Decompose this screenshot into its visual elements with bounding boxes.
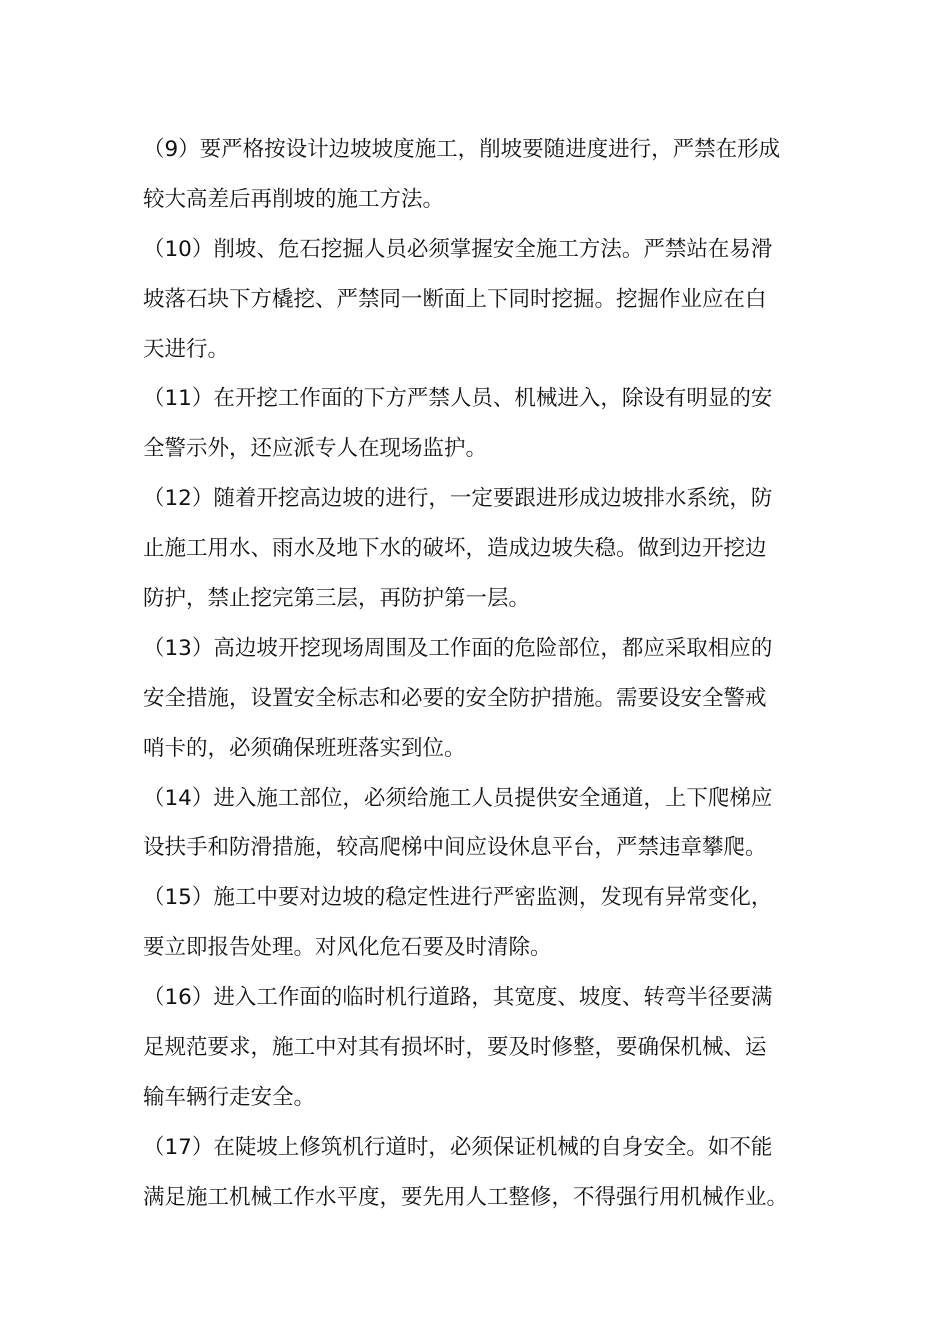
text-line: 较大高差后再削坡的施工方法。 — [143, 186, 445, 212]
text-line: （16）进入工作面的临时机行道路，其宽度、坡度、转弯半径要满 — [143, 985, 773, 1011]
text-line: 哨卡的，必须确保班班落实到位。 — [143, 735, 466, 761]
text-line: 足规范要求，施工中对其有损坏时，要及时修整，要确保机械、运 — [143, 1035, 767, 1061]
text-line: （12）随着开挖高边坡的进行，一定要跟进形成边坡排水系统，防 — [143, 486, 773, 512]
text-line: （14）进入施工部位，必须给施工人员提供安全通道，上下爬梯应 — [143, 785, 773, 811]
text-line: （15）施工中要对边坡的稳定性进行严密监测，发现有异常变化， — [143, 885, 773, 911]
text-line: 防护，禁止挖完第三层，再防护第一层。 — [143, 586, 531, 612]
text-line: （9）要严格按设计边坡坡度施工，削坡要随进度进行，严禁在形成 — [143, 137, 781, 162]
text-line: （13）高边坡开挖现场周围及工作面的危险部位，都应采取相应的 — [143, 635, 773, 661]
text-line: 坡落石块下方橇挖、严禁同一断面上下同时挖掘。挖掘作业应在白 — [143, 286, 767, 312]
text-line: 全警示外，还应派专人在现场监护。 — [143, 436, 488, 462]
text-line: （17）在陡坡上修筑机行道时，必须保证机械的自身安全。如不能 — [143, 1134, 773, 1160]
text-line: 止施工用水、雨水及地下水的破坏，造成边坡失稳。做到边开挖边 — [143, 536, 767, 562]
text-line: 满足施工机械工作水平度，要先用人工整修，不得强行用机械作业。 — [143, 1184, 789, 1210]
text-line: （11）在开挖工作面的下方严禁人员、机械进入，除设有明显的安 — [143, 386, 773, 412]
text-line: 安全措施，设置安全标志和必要的安全防护措施。需要设安全警戒 — [143, 685, 767, 711]
text-line: 要立即报告处理。对风化危石要及时清除。 — [143, 935, 552, 961]
text-line: 设扶手和防滑措施，较高爬梯中间应设休息平台，严禁违章攀爬。 — [143, 835, 767, 861]
text-line: （10）削坡、危石挖掘人员必须掌握安全施工方法。严禁站在易滑 — [143, 236, 773, 262]
document-body — [143, 125, 813, 1223]
text-line: 天进行。 — [143, 336, 230, 362]
text-line: 输车辆行走安全。 — [143, 1084, 316, 1110]
